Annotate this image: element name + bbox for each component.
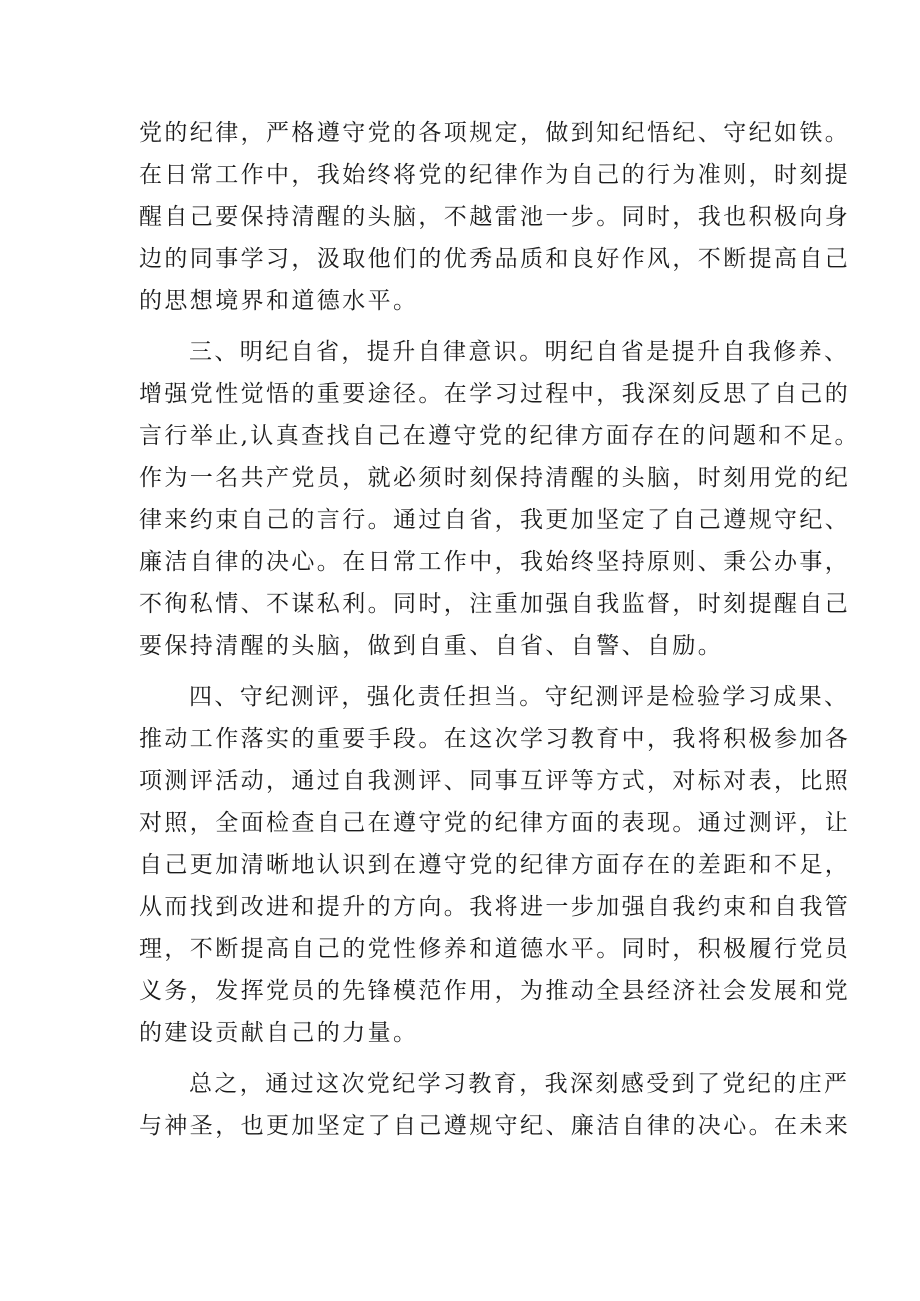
text-line: 项测评活动，通过自我测评、同事互评等方式，对标对表，比照 bbox=[139, 768, 851, 794]
paragraph-gap bbox=[139, 667, 787, 676]
text-line: 醒自己要保持清醒的头脑，不越雷池一步。同时，我也积极向身 bbox=[139, 204, 851, 230]
text-line: 不徇私情、不谋私利。同时，注重加强自我监督，时刻提醒自己 bbox=[139, 591, 851, 617]
text-line: 作为一名共产党员，就必须时刻保持清醒的头脑，时刻用党的纪 bbox=[139, 465, 851, 491]
text-line: 的思想境界和道德水平。 bbox=[139, 288, 419, 314]
text-line: 与神圣，也更加坚定了自己遵规守纪、廉洁自律的决心。在未来 bbox=[139, 1113, 851, 1139]
paragraph-start-line: 总之，通过这次党纪学习教育，我深刻感受到了党纪的庄严 bbox=[189, 1071, 850, 1097]
text-line: 在日常工作中，我始终将党的纪律作为自己的行为准则，时刻提 bbox=[139, 162, 851, 188]
text-line: 言行举止,认真查找自己在遵守党的纪律方面存在的问题和不足。 bbox=[139, 423, 860, 449]
text-line: 党的纪律，严格遵守党的各项规定，做到知纪悟纪、守纪如铁。 bbox=[139, 120, 851, 146]
section-heading-line: 三、明纪自省，提升自律意识。明纪自省是提升自我修养、 bbox=[189, 339, 850, 365]
text-line: 的建设贡献自己的力量。 bbox=[139, 1020, 419, 1046]
text-line: 从而找到改进和提升的方向。我将进一步加强自我约束和自我管 bbox=[139, 894, 851, 920]
document-body bbox=[139, 112, 860, 1147]
text-line: 廉洁自律的决心。在日常工作中，我始终坚持原则、秉公办事， bbox=[139, 549, 851, 575]
text-line: 要保持清醒的头脑，做到自重、自省、自警、自励。 bbox=[139, 633, 724, 659]
text-line: 推动工作落实的重要手段。在这次学习教育中，我将积极参加各 bbox=[139, 726, 851, 752]
text-line: 义务，发挥党员的先锋模范作用，为推动全县经济社会发展和党 bbox=[139, 978, 851, 1004]
paragraph-gap bbox=[139, 322, 787, 331]
text-line: 律来约束自己的言行。通过自省，我更加坚定了自己遵规守纪、 bbox=[139, 507, 851, 533]
text-line: 边的同事学习，汲取他们的优秀品质和良好作风，不断提高自己 bbox=[139, 246, 851, 272]
text-line: 增强党性觉悟的重要途径。在学习过程中，我深刻反思了自己的 bbox=[139, 381, 851, 407]
section-heading-line: 四、守纪测评，强化责任担当。守纪测评是检验学习成果、 bbox=[189, 684, 850, 710]
paragraph-gap bbox=[139, 1054, 787, 1063]
text-line: 自己更加清晰地认识到在遵守党的纪律方面存在的差距和不足， bbox=[139, 852, 851, 878]
text-line: 理，不断提高自己的党性修养和道德水平。同时，积极履行党员 bbox=[139, 936, 851, 962]
text-line: 对照，全面检查自己在遵守党的纪律方面的表现。通过测评，让 bbox=[139, 810, 851, 836]
